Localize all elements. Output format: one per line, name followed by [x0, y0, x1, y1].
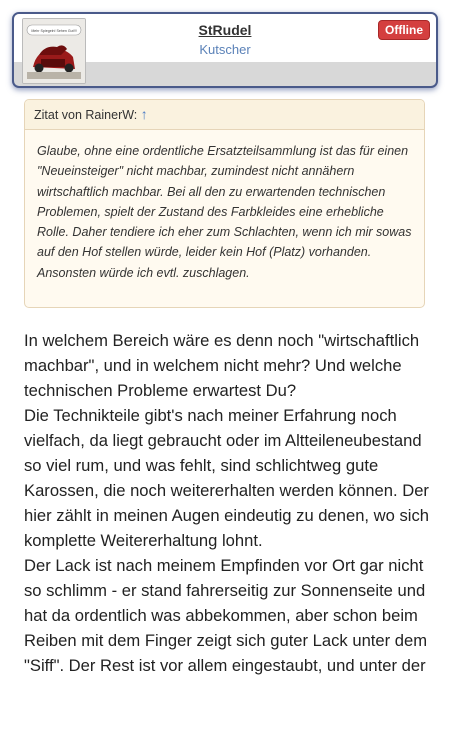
post-paragraph: Die Technikteile gibt's nach meiner Erfahrung noch vielfach, da liegt gebraucht oder im Altteileneubestand so viel rum, und was fehlt, sind schlichtweg gute Karossen, die noch weitererhalten werden können. Der hier zählt in meinen Augen eindeutig zu denen, wo sich komplette Weitererhaltung lohnt.	[24, 406, 429, 550]
post-paragraph: In welchem Bereich wäre es denn noch "wirtschaftlich machbar", und in welchem nicht mehr? Und welche technischen Probleme erwartest Du?	[24, 331, 420, 400]
quote-jump-arrow-icon[interactable]: ↑	[140, 106, 148, 122]
post-paragraph: Der Lack ist nach meinem Empfinden vor Ort gar nicht so schlimm - er stand fahrerseitig zur Sonnenseite und hat da ordentlich was abbekommen, aber schon beim Reiben mit dem Finger zeigt sich guter Lack unter dem "Siff". Der Rest ist vor allem eingestaubt, und unter der	[24, 556, 428, 675]
user-card	[12, 12, 438, 88]
status-badge: Offline	[378, 20, 430, 40]
quote-header	[25, 100, 424, 130]
quote-author-label: Zitat von RainerW:	[34, 108, 138, 122]
post-body	[24, 328, 434, 678]
user-rank: Kutscher	[199, 42, 251, 57]
quote-text: Glaube, ohne eine ordentliche Ersatzteilsammlung ist das für einen "Neueinsteiger" nicht machbar, zumindest nicht annähern wirtschaftlich machbar. Bei all den zu erwartenden technischen Problemen, spielt der Zustand des Farbkleides eine erhebliche Rolle. Daher tendiere ich eher zum Schlachten, wenn ich mir sowas auf den Hof stellen würde, leider kein Hof (Platz) vorhanden. Ansonsten würde ich evtl. zuschlagen.	[37, 144, 412, 280]
username[interactable]: StRudel	[198, 22, 252, 38]
avatar-caption: Mehr Spiegeln! Sehen Gut!!!	[31, 29, 77, 34]
quote-box	[24, 99, 425, 308]
